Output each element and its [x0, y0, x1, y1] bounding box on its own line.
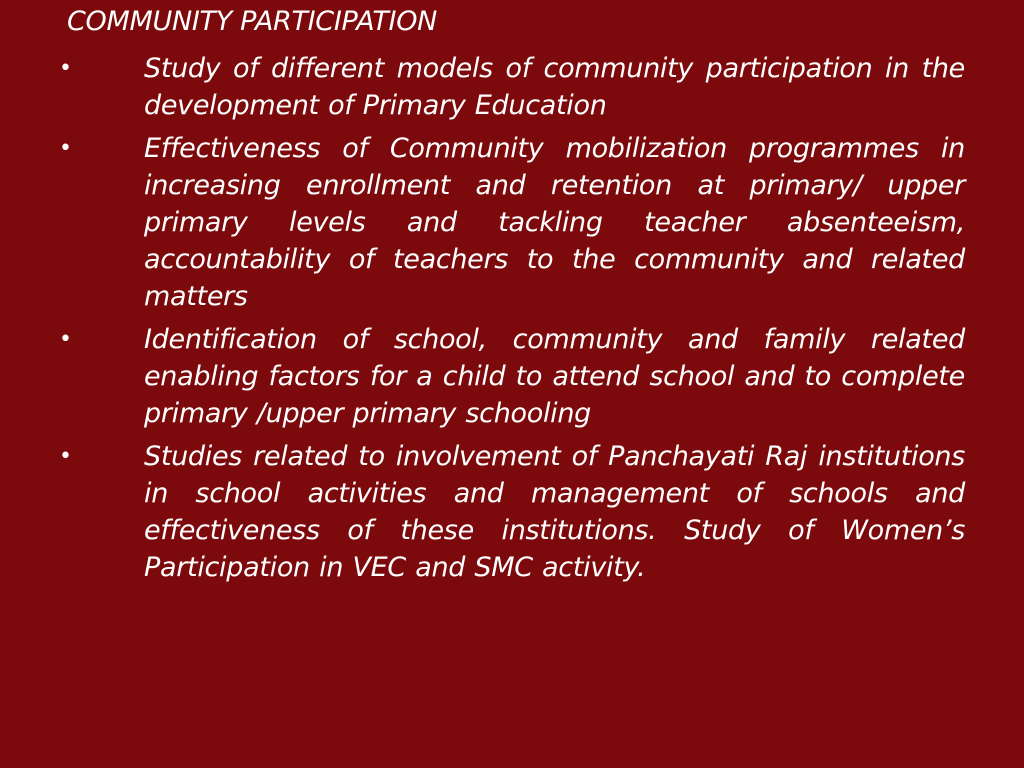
bullet-icon: •	[59, 56, 72, 81]
bullet-text: Studies related to involvement of Panchayati Raj institutions in school activities and management of schools and effectiveness of these institutions. Study of Women’s Participation in VEC and SMC activity.	[144, 441, 965, 583]
bullet-icon: •	[59, 327, 72, 352]
bullet-icon: •	[59, 444, 72, 469]
bullet-item-models	[0, 50, 1024, 124]
bullet-text: Effectiveness of Community mobilization programmes in increasing enrollment and retention at primary/ upper primary levels and tackling teacher absenteeism, accountability of teachers to the community and related matters	[144, 133, 965, 312]
bullet-item-enabling-factors	[0, 321, 1024, 432]
slide-heading: COMMUNITY PARTICIPATION	[67, 6, 438, 37]
bullet-text: Identification of school, community and family related enabling factors for a child to attend school and to complete primary /upper primary schooling	[144, 324, 965, 429]
bullet-icon: •	[59, 136, 72, 161]
bullet-text: Study of different models of community participation in the development of Primary Education	[144, 53, 965, 121]
bullet-list	[0, 50, 1024, 592]
bullet-item-panchayati-raj	[0, 438, 1024, 586]
bullet-item-mobilization	[0, 130, 1024, 315]
